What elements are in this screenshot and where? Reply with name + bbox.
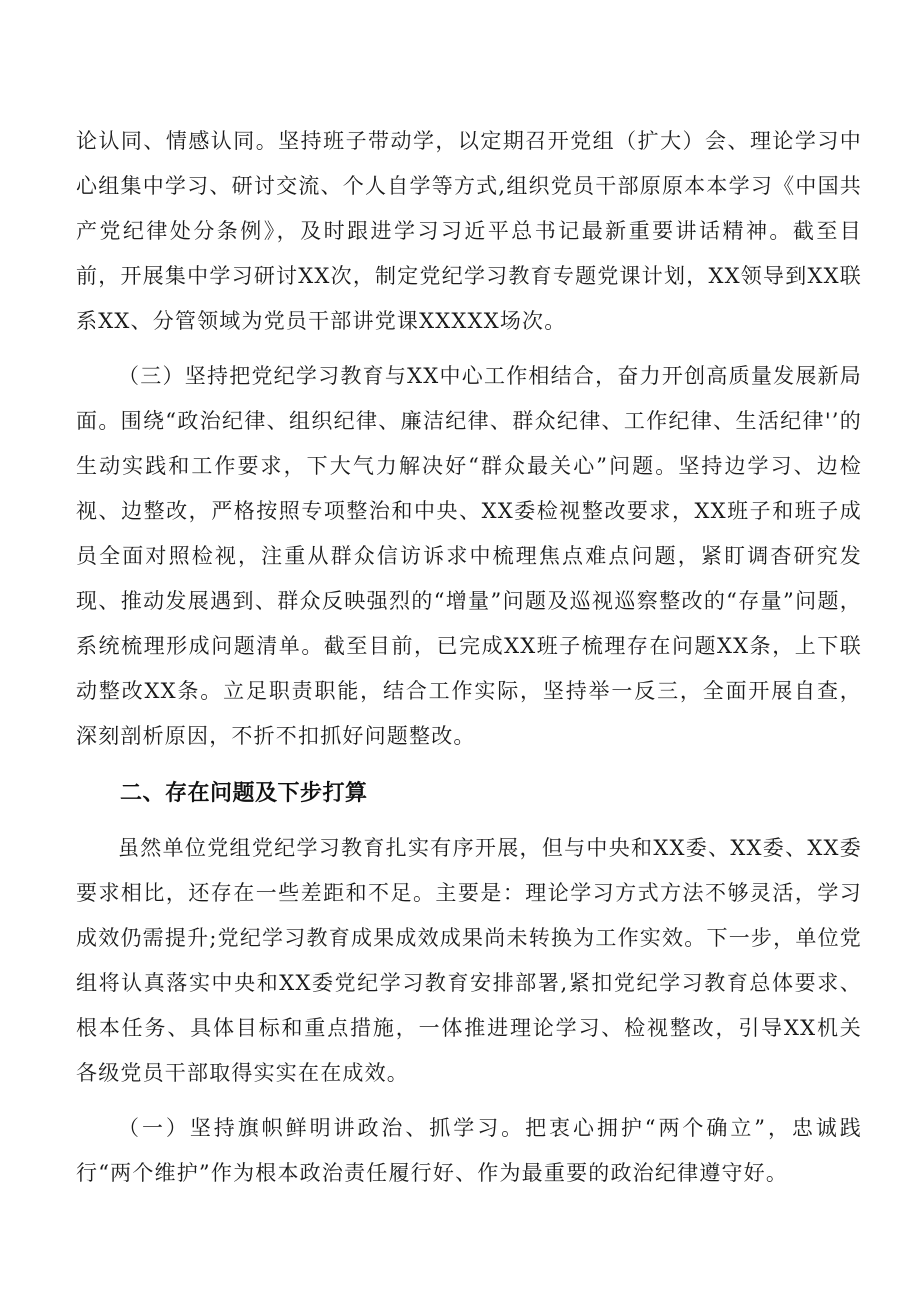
paragraph-item-one: （一）坚持旗帜鲜明讲政治、抓学习。把衷心拥护“两个确立”，忠诚践行“两个维护”作为根本政治责任履行好、作为最重要的政治纪律遵守好。 [76,1116,862,1185]
paragraph-continuation: 论认同、情感认同。坚持班子带动学，以定期召开党组（扩大）会、理论学习中心组集中学习、研讨交流、个人自学等方式,组织党员干部原原本本学习《中国共产党纪律处分条例》，及时跟进学习习近平总书记最新重要讲话精神。截至目前，开展集中学习研讨XX次，制定党纪学习教育专题党课计划，XX领导到XX联系XX、分管领域为党员干部讲党课XXXXX场次。 [76,129,862,333]
document-body [76,119,862,1196]
paragraph-section-three: （三）坚持把党纪学习教育与XX中心工作相结合，奋力开创高质量发展新局面。围绕“政治纪律、组织纪律、廉洁纪律、群众纪律、工作纪律、生活纪律'’的生动实践和工作要求，下大气力解决好“群众最关心”问题。坚持边学习、边检视、边整改，严格按照专项整治和中央、XX委检视整改要求，XX班子和班子成员全面对照检视，注重从群众信访诉求中梳理焦点难点问题，紧盯调杳研究发现、推动发展遇到、群众反映强烈的“增量”问题及巡视巡察整改的“存量”问题，系统梳理形成问题清单。截至目前，已完成XX班子梳理存在问题XX条，上下联动整改XX条。立足职责职能，结合工作实际，坚持举一反三，全面开展自查，深刻剖析原因，不折不扣抓好问题整改。 [76,364,862,748]
section-heading: 二、存在问题及下步打算 [120,781,368,806]
paragraph-problems: 虽然单位党组党纪学习教育扎实有序开展，但与中央和XX委、XX委、XX委要求相比，还存在一些差距和不足。主要是：理论学习方式方法不够灵活，学习成效仍需提升;党纪学习教育成果成效成果尚未转换为工作实效。下一步，单位党组将认真落实中央和XX委党纪学习教育安排部署,紧扣党纪学习教育总体要求、根本任务、具体目标和重点措施，一体推进理论学习、检视整改，引导XX机关各级党员干部取得实实在在成效。 [76,836,862,1085]
